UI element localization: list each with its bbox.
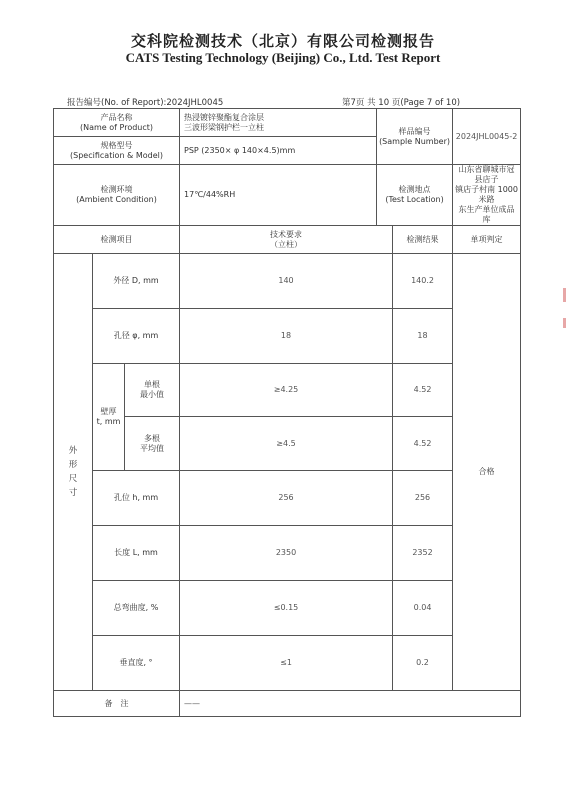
result-cell: 0.2 xyxy=(393,636,453,691)
result-cell: 140.2 xyxy=(393,254,453,309)
table-row xyxy=(54,581,521,636)
requirement-cell: 140 xyxy=(180,254,393,309)
result-cell: 4.52 xyxy=(393,364,453,417)
test-report-table xyxy=(53,108,521,717)
item-cell: 长度 L, mm xyxy=(93,526,180,581)
category-label: 外形尺寸 xyxy=(68,446,78,498)
judgment-cell: 合格 xyxy=(453,254,521,691)
wall-thickness-label: 壁厚 t, mm xyxy=(93,364,125,471)
table-row xyxy=(54,526,521,581)
table-row xyxy=(54,254,521,309)
result-cell: 18 xyxy=(393,309,453,364)
sample-number-label: 样品编号 (Sample Number) xyxy=(377,109,453,165)
requirement-cell: 18 xyxy=(180,309,393,364)
item-cell: 总弯曲度, % xyxy=(93,581,180,636)
spec-value: PSP (2350× φ 140×4.5)mm xyxy=(180,137,377,165)
table-row xyxy=(54,417,521,471)
item-cell: 孔位 h, mm xyxy=(93,471,180,526)
product-name-value: 热浸镀锌聚酯复合涂层 三波形梁钢护栏一立柱 xyxy=(180,109,377,137)
product-name-label: 产品名称 (Name of Product) xyxy=(54,109,180,137)
table-row xyxy=(54,471,521,526)
result-cell: 4.52 xyxy=(393,417,453,471)
requirement-cell: 2350 xyxy=(180,526,393,581)
sample-number-value: 2024JHL0045-2 xyxy=(453,109,521,165)
header-judgment: 单项判定 xyxy=(453,226,521,254)
location-label: 检测地点 (Test Location) xyxy=(377,165,453,226)
env-value: 17℃/44%RH xyxy=(180,165,377,226)
table-header-row xyxy=(54,226,521,254)
requirement-cell: 256 xyxy=(180,471,393,526)
env-label: 检测环境 (Ambient Condition) xyxy=(54,165,180,226)
header-item: 检测项目 xyxy=(54,226,180,254)
page-indicator: 第7页 共 10 页(Page 7 of 10) xyxy=(342,98,461,108)
remarks-label: 备 注 xyxy=(54,691,180,717)
spec-label: 规格型号 (Specification & Model) xyxy=(54,137,180,165)
info-row-product xyxy=(54,109,521,137)
item-cell: 外径 D, mm xyxy=(93,254,180,309)
table-row xyxy=(54,364,521,417)
report-title-cn: 交科院检测技术（北京）有限公司检测报告 xyxy=(130,32,435,50)
table-row xyxy=(54,309,521,364)
remarks-value: —— xyxy=(180,691,521,717)
item-cell: 孔径 φ, mm xyxy=(93,309,180,364)
result-cell: 256 xyxy=(393,471,453,526)
category-cell xyxy=(54,254,93,691)
sub-item-cell: 多根 平均值 xyxy=(125,417,180,471)
report-number: 报告编号(No. of Report):2024JHL0045 xyxy=(67,98,224,108)
remarks-row xyxy=(54,691,521,717)
result-cell: 2352 xyxy=(393,526,453,581)
header-requirement: 技术要求 （立柱） xyxy=(180,226,393,254)
item-cell: 垂直度, ° xyxy=(93,636,180,691)
location-value: 山东省聊城市冠县店子 镇店子村南 1000 米路 东生产单位成品库 xyxy=(453,165,521,226)
sub-item-cell: 单根 最小值 xyxy=(125,364,180,417)
requirement-cell: ≤0.15 xyxy=(180,581,393,636)
report-title-en: CATS Testing Technology (Beijing) Co., Ltd. Test Report xyxy=(125,50,441,65)
table-row xyxy=(54,636,521,691)
header-result: 检测结果 xyxy=(393,226,453,254)
requirement-cell: ≥4.25 xyxy=(180,364,393,417)
requirement-cell: ≤1 xyxy=(180,636,393,691)
info-row-environment xyxy=(54,165,521,226)
result-cell: 0.04 xyxy=(393,581,453,636)
requirement-cell: ≥4.5 xyxy=(180,417,393,471)
